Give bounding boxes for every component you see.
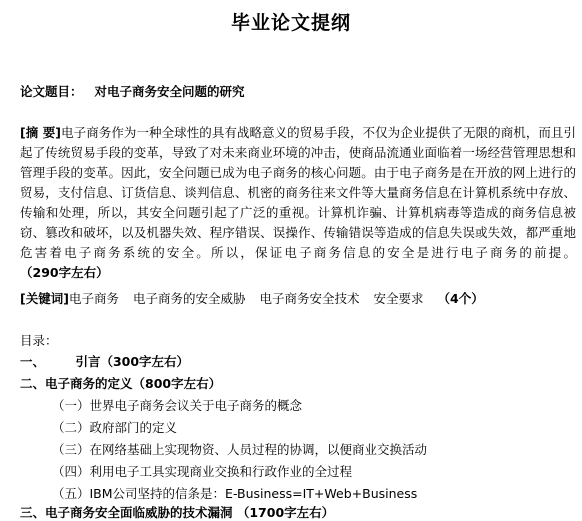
toc-heading: 一、 引言（300字左右）	[20, 354, 190, 369]
subject-value: 对电子商务安全问题的研究	[94, 84, 245, 99]
abstract-word-count: （290字左右）	[20, 265, 109, 280]
keywords-line	[20, 289, 484, 309]
toc-subitem: （五）IBM公司坚持的信条是：E-Business=IT+Web+Business	[52, 486, 418, 501]
keywords-count: （4个）	[437, 291, 484, 306]
keyword: 电子商务的安全威胁	[132, 291, 246, 306]
toc-subitem: （四）利用电子工具实现商业交换和行政作业的全过程	[52, 464, 353, 479]
keywords-label: [关键词]	[20, 291, 69, 306]
subject-label: 论文题目：	[20, 84, 83, 99]
abstract-label: [摘 要]	[20, 125, 62, 140]
abstract-paragraph	[20, 123, 576, 283]
keyword: 电子商务安全技术	[259, 291, 360, 306]
toc-heading: 二、电子商务的定义（800字左右）	[20, 376, 222, 391]
document-title: 毕业论文提纲	[230, 12, 351, 34]
toc-heading: 三、电子商务安全面临威胁的技术漏洞 （1700字左右）	[20, 505, 335, 520]
toc-label: 目录：	[20, 333, 58, 348]
toc-subitem: （二）政府部门的定义	[52, 420, 178, 435]
toc-subitem: （三）在网络基础上实现物资、人员过程的协调，以便商业交换活动	[52, 442, 428, 457]
thesis-subject	[20, 82, 245, 100]
keyword: 安全要求	[373, 291, 424, 306]
keyword: 电子商务	[68, 291, 119, 306]
toc-subitem: （一）世界电子商务会议关于电子商务的概念	[52, 398, 303, 413]
abstract-body: 电子商务作为一种全球性的具有战略意义的贸易手段，不仅为企业提供了无限的商机，而且引起了传统贸易手段的变革，导致了对未来商业环境的冲击，使商品流通业面临着一场经营管理思想和管理手段的变革。因此，安全问题已成为电子商务的核心问题。由于电子商务是在开放的网上进行的贸易，支付信息、订货信息、谈判信息、机密的商务往来文件等大量商务信息在计算机系统中存放、传输和处理，所以，其安全问题引起了广泛的重视。计算机诈骗、计算机病毒等造成的商务信息被窃、篡改和破坏，以及机器失效、程序错误、误操作、传输错误等造成的信息失误或失效，都严重地危害着电子商务系统的安全。所以，保证电子商务信息的安全是进行电子商务的前提。	[20, 125, 576, 260]
